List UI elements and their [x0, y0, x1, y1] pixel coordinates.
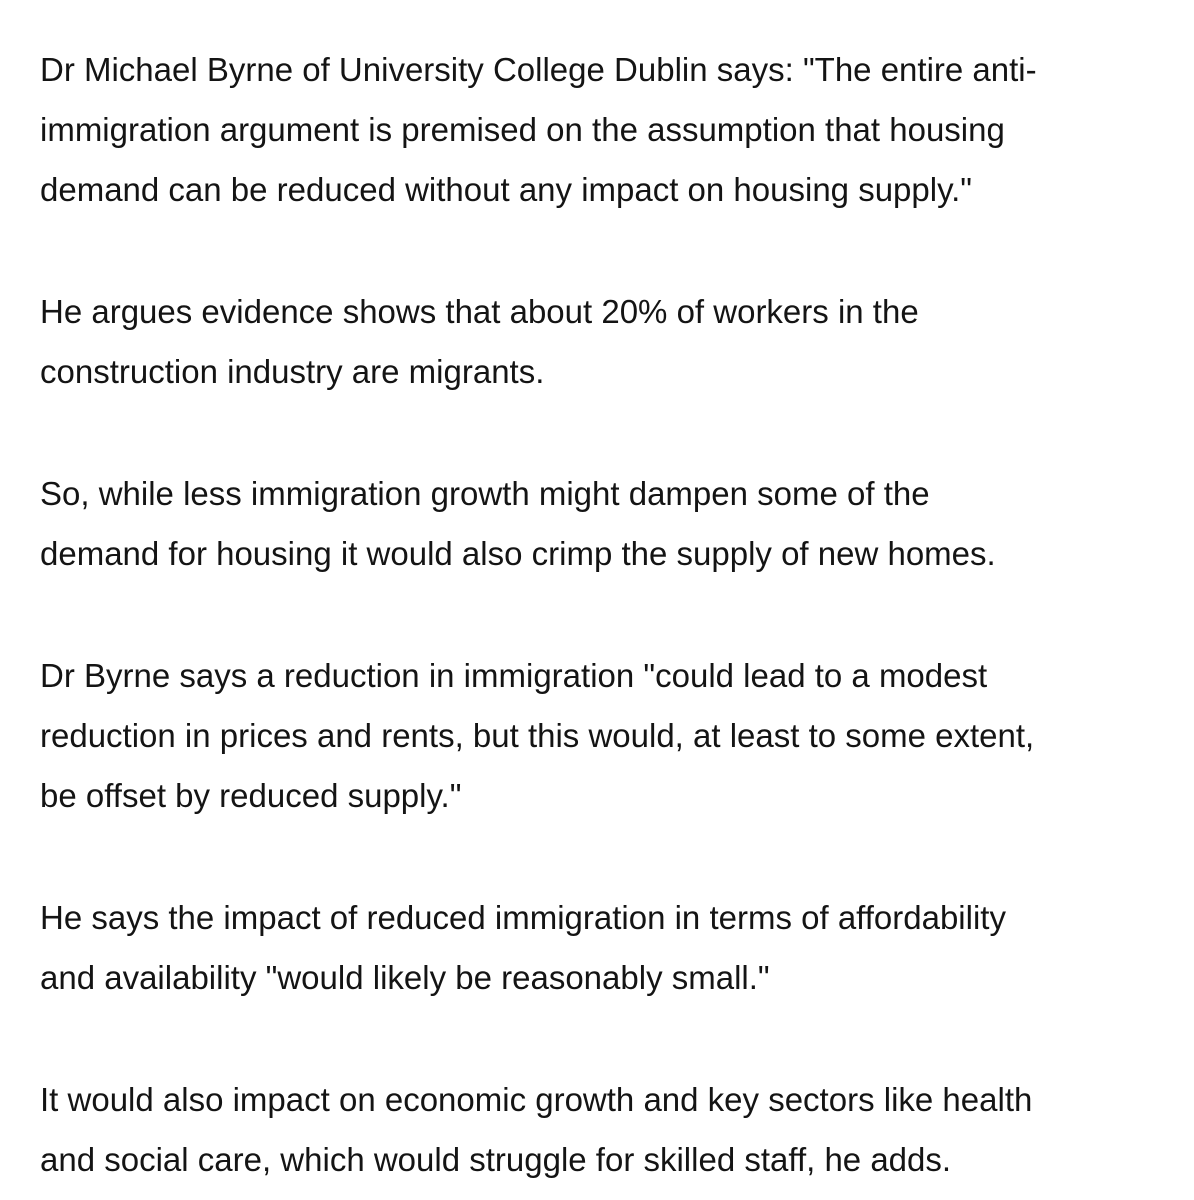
paragraph-line: Dr Byrne says a reduction in immigration "could lead to a modest [40, 657, 988, 694]
paragraph-line: Dr Michael Byrne of University College Dublin says: "The entire anti- [40, 51, 1037, 88]
paragraph-line: He argues evidence shows that about 20% of workers in the [40, 293, 919, 330]
article-paragraph-construction-workers [40, 282, 1170, 402]
paragraph-line: immigration argument is premised on the assumption that housing [40, 111, 1005, 148]
paragraph-line: demand can be reduced without any impact on housing supply." [40, 171, 973, 208]
paragraph-line: and availability "would likely be reasonably small." [40, 959, 770, 996]
paragraph-line: be offset by reduced supply." [40, 777, 462, 814]
paragraph-line: and social care, which would struggle for skilled staff, he adds. [40, 1141, 952, 1178]
paragraph-line: reduction in prices and rents, but this would, at least to some extent, [40, 717, 1035, 754]
article-body [40, 40, 1170, 1190]
paragraph-line: construction industry are migrants. [40, 353, 545, 390]
article-paragraph-affordability [40, 888, 1170, 1008]
article-paragraph-supply-demand [40, 464, 1170, 584]
paragraph-line: demand for housing it would also crimp the supply of new homes. [40, 535, 996, 572]
paragraph-line: It would also impact on economic growth and key sectors like health [40, 1081, 1033, 1118]
article-paragraph-economic-growth [40, 1070, 1170, 1190]
article-paragraph-byrne-quote [40, 40, 1170, 220]
paragraph-line: He says the impact of reduced immigration in terms of affordability [40, 899, 1006, 936]
paragraph-line: So, while less immigration growth might dampen some of the [40, 475, 930, 512]
article-paragraph-prices-rents [40, 646, 1170, 826]
